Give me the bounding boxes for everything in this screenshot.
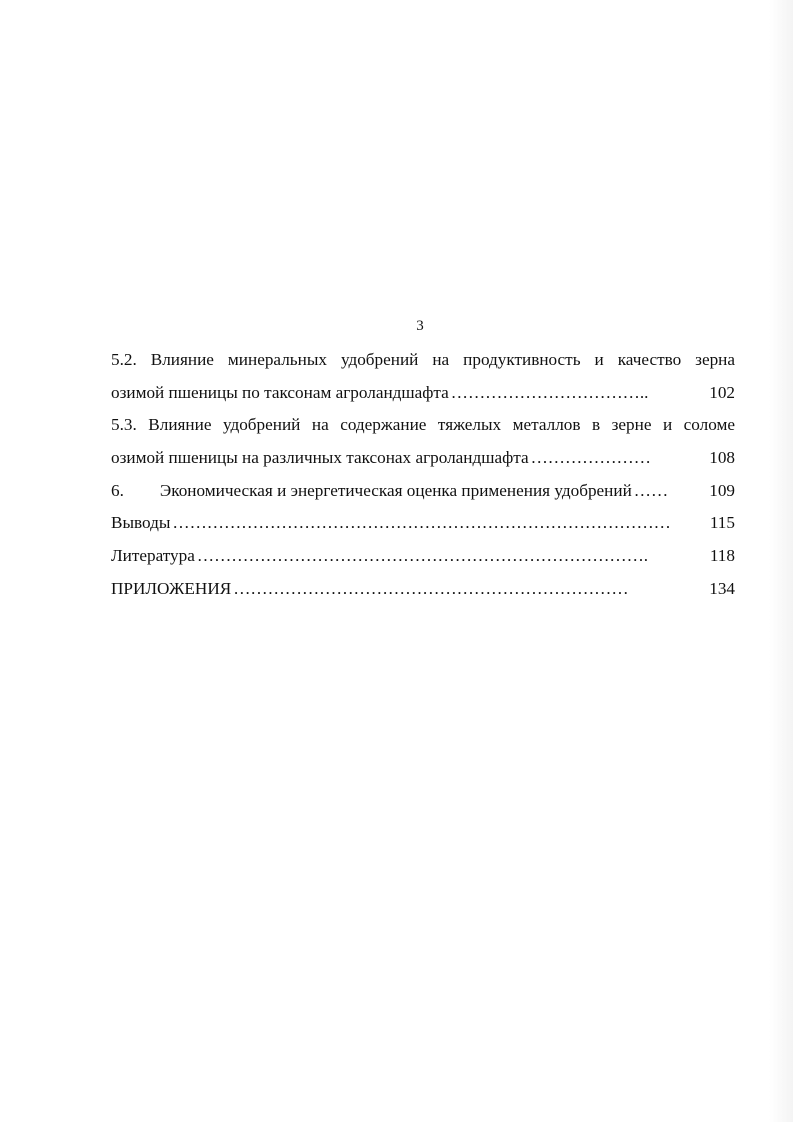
- toc-entry-title: Экономическая и энергетическая оценка применения удобрений: [159, 480, 632, 500]
- toc-entry-literature: [111, 540, 735, 573]
- toc-page-ref: 102: [709, 382, 735, 402]
- toc-leader-dots: …………………………………………………………………….: [196, 546, 649, 566]
- toc-leader-dots: ……………………………..: [450, 382, 649, 402]
- toc-entry-title: ПРИЛОЖЕНИЯ: [111, 578, 232, 598]
- toc-entry-title: Выводы: [111, 513, 171, 533]
- toc-entry-conclusions: [111, 507, 735, 540]
- toc-entry-title: озимой пшеницы на различных таксонах агроландшафта: [111, 448, 529, 468]
- toc-leader-dots: ……………………………………………………………: [233, 578, 629, 598]
- toc-page-ref: 115: [709, 513, 735, 533]
- toc-entry-5-2-line-1: 5.2. Влияние минеральных удобрений на продуктивность и качество зерна: [111, 350, 735, 369]
- toc-entry-5-2-line-2: [111, 377, 735, 410]
- page-number: 3: [416, 318, 424, 334]
- toc-page-ref: 134: [709, 578, 735, 598]
- toc-entry-5-3-line-2: [111, 442, 735, 475]
- toc-entry-6: [111, 475, 735, 508]
- toc-leader-dots: …………………: [530, 448, 651, 468]
- table-of-contents: [111, 344, 735, 606]
- toc-entry-appendices: [111, 573, 735, 606]
- toc-entry-number: 6.: [111, 480, 124, 500]
- toc-page-ref: 118: [709, 546, 735, 566]
- toc-leader-dots: ……: [633, 480, 669, 500]
- scan-shadow-edge: [769, 0, 793, 1122]
- toc-entry-title: озимой пшеницы по таксонам агроландшафта: [111, 382, 449, 402]
- toc-leader-dots: ……………………………………………………………………………: [172, 513, 671, 533]
- toc-page-ref: 109: [709, 480, 735, 500]
- toc-entry-title: Литература: [111, 546, 195, 566]
- toc-page-ref: 108: [709, 448, 735, 468]
- toc-entry-5-3-line-1: 5.3. Влияние удобрений на содержание тяжелых металлов в зерне и соломе: [111, 415, 735, 435]
